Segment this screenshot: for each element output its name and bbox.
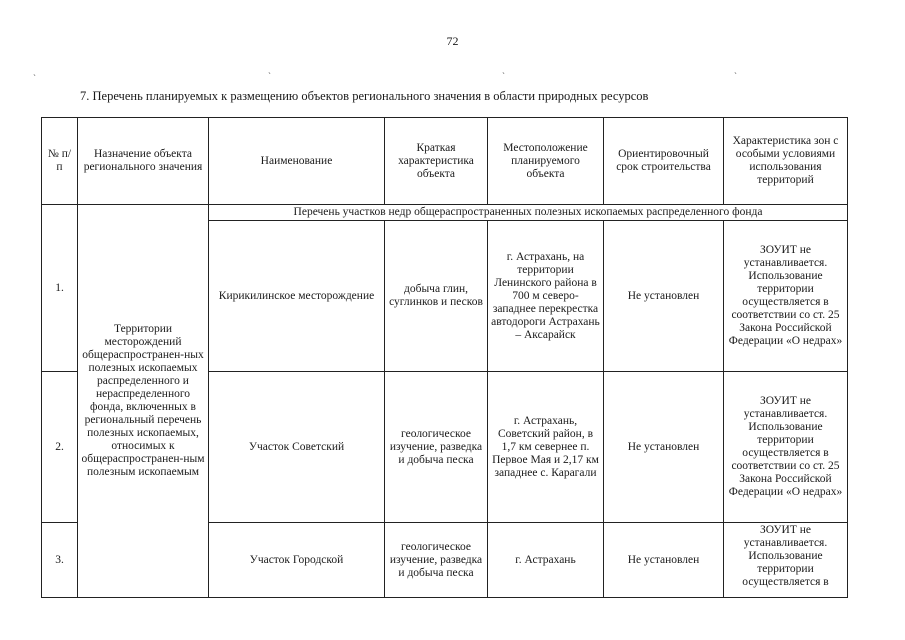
- row-3-location: г. Астрахань: [488, 523, 604, 598]
- row-3-term: Не установлен: [604, 523, 724, 598]
- regional-objects-table: [41, 117, 848, 598]
- section-title: 7. Перечень планируемых к размещению объектов регионального значения в области природных ресурсов: [80, 89, 649, 103]
- row-1-name: Кирикилинское месторождение: [209, 221, 385, 372]
- purpose-cell: Территории месторождений общераспространен-ных полезных ископаемых распределенного и нераспределенного фонда, включенных в региональный перечень полезных ископаемых, относимых к общераспространен-ным полезным ископаемым: [78, 205, 209, 598]
- header-characteristic: Краткая характеристика объекта: [385, 118, 488, 205]
- header-name: Наименование: [209, 118, 385, 205]
- header-zones: Характеристика зон с особыми условиями использования территорий: [724, 118, 848, 205]
- row-1-term: Не установлен: [604, 221, 724, 372]
- row-3-num: 3.: [42, 523, 78, 598]
- page-number: 72: [446, 34, 459, 48]
- row-3-zones: ЗОУИТ не устанавливается. Использование территории осуществляется в: [724, 523, 848, 598]
- row-1-location: г. Астрахань, на территории Ленинского района в 700 м северо-западнее перекрестка автодороги Астрахань – Аксарайск: [488, 221, 604, 372]
- row-2-location: г. Астрахань, Советский район, в 1,7 км севернее п. Первое Мая и 2,17 км западнее с. Карагали: [488, 372, 604, 523]
- row-3-characteristic: геологическое изучение, разведка и добыча песка: [385, 523, 488, 598]
- header-term: Ориентировочный срок строительства: [604, 118, 724, 205]
- row-2-num: 2.: [42, 372, 78, 523]
- row-2-name: Участок Советский: [209, 372, 385, 523]
- row-2-term: Не установлен: [604, 372, 724, 523]
- header-location: Местоположение планируемого объекта: [488, 118, 604, 205]
- row-1-zones: ЗОУИТ не устанавливается. Использование территории осуществляется в соответствии со ст. 25 Закона Российской Федерации «О недрах»: [724, 221, 848, 372]
- scan-mark: ˏ: [268, 64, 271, 74]
- row-3-name: Участок Городской: [209, 523, 385, 598]
- scan-mark: ˏ: [502, 64, 505, 74]
- group-title: Перечень участков недр общераспространенных полезных ископаемых распределенного фонда: [209, 205, 848, 221]
- scan-mark: ˏ: [33, 66, 36, 76]
- row-2-characteristic: геологическое изучение, разведка и добыча песка: [385, 372, 488, 523]
- row-1-characteristic: добыча глин, суглинков и песков: [385, 221, 488, 372]
- row-2-zones: ЗОУИТ не устанавливается. Использование территории осуществляется в соответствии со ст. 25 Закона Российской Федерации «О недрах»: [724, 372, 848, 523]
- header-purpose: Назначение объекта регионального значения: [78, 118, 209, 205]
- scan-mark: ˏ: [734, 64, 737, 74]
- group-row: [42, 205, 848, 221]
- header-num: № п/п: [42, 118, 78, 205]
- row-1-num: 1.: [42, 205, 78, 372]
- header-row: [42, 118, 848, 205]
